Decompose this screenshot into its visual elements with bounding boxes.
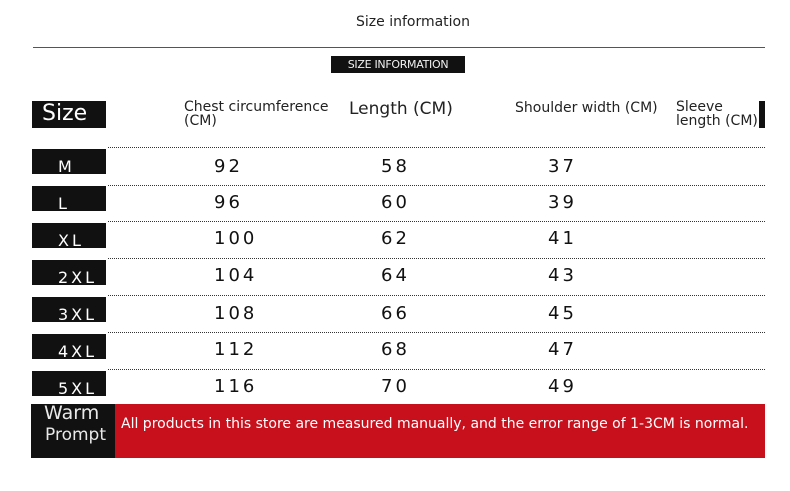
- warm-prompt-message: All products in this store are measured manually, and the error range of 1-3CM is normal.: [115, 404, 765, 458]
- size-label: M: [32, 149, 106, 174]
- chest-value: 96: [214, 192, 243, 213]
- row-divider: [108, 147, 765, 148]
- shoulder-value: 39: [548, 192, 577, 213]
- chest-value: 112: [214, 339, 258, 360]
- chest-column-header: [184, 100, 344, 128]
- section-subtitle: SIZE INFORMATION: [331, 56, 465, 73]
- chest-value: 92: [214, 156, 243, 177]
- length-value: 68: [381, 339, 410, 360]
- shoulder-value: 37: [548, 156, 577, 177]
- shoulder-value: 47: [548, 339, 577, 360]
- row-divider: [108, 221, 765, 222]
- warm-prompt-label-line2: Prompt: [45, 425, 106, 445]
- size-label: L: [32, 186, 106, 211]
- chest-value: 108: [214, 303, 258, 324]
- size-label: 5XL: [32, 371, 106, 396]
- size-label: 2XL: [32, 260, 106, 285]
- shoulder-value: 49: [548, 376, 577, 397]
- warm-prompt-label-line1: Warm: [44, 402, 100, 424]
- chest-value: 104: [214, 265, 258, 286]
- length-column-header: [349, 100, 479, 118]
- length-value: 70: [381, 376, 410, 397]
- chest-column-label: Chest circumference (CM): [184, 99, 329, 129]
- warm-prompt-label: [31, 404, 115, 458]
- shoulder-value: 41: [548, 228, 577, 249]
- shoulder-value: 43: [548, 265, 577, 286]
- shoulder-column-label: Shoulder width (CM): [515, 100, 658, 116]
- length-value: 58: [381, 156, 410, 177]
- size-label: 4XL: [32, 334, 106, 359]
- chest-value: 100: [214, 228, 258, 249]
- size-column-header: Size: [32, 101, 106, 128]
- title-divider: [33, 47, 765, 48]
- size-label: XL: [32, 223, 106, 248]
- chest-value: 116: [214, 376, 258, 397]
- size-label: 3XL: [32, 297, 106, 322]
- length-column-label: Length (CM): [349, 99, 453, 119]
- shoulder-column-header: [515, 101, 675, 115]
- shoulder-value: 45: [548, 303, 577, 324]
- row-divider: [108, 185, 765, 186]
- page-title: Size information: [356, 14, 470, 30]
- row-divider: [108, 258, 765, 259]
- length-value: 62: [381, 228, 410, 249]
- header-edge-bar: [759, 101, 765, 128]
- sleeve-column-label: Sleeve length (CM): [676, 100, 758, 129]
- row-divider: [108, 369, 765, 370]
- length-value: 64: [381, 265, 410, 286]
- row-divider: [108, 332, 765, 333]
- row-divider: [108, 295, 765, 296]
- sleeve-column-header: [676, 100, 772, 132]
- length-value: 60: [381, 192, 410, 213]
- length-value: 66: [381, 303, 410, 324]
